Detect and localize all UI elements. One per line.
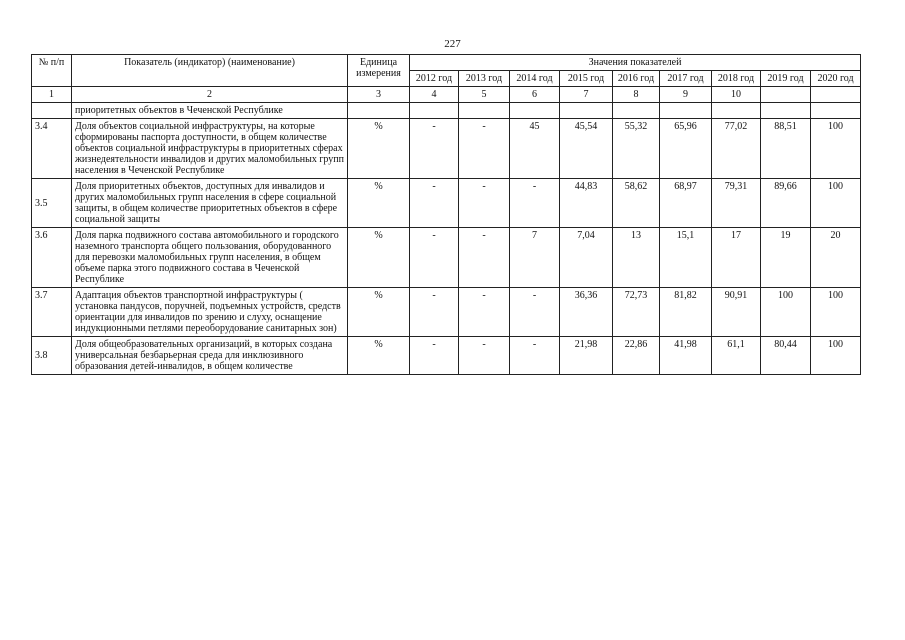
value-cell — [459, 103, 510, 119]
value-cell: 100 — [811, 337, 861, 375]
value-cell: - — [459, 288, 510, 337]
value-cell: 100 — [811, 119, 861, 179]
indicators-table — [31, 54, 861, 375]
header-year: 2012 год — [410, 71, 459, 87]
header-year: 2020 год — [811, 71, 861, 87]
value-cell: - — [410, 288, 459, 337]
value-cell: 55,32 — [613, 119, 660, 179]
value-cell: 41,98 — [660, 337, 712, 375]
header-values: Значения показателей — [410, 55, 861, 71]
table-row — [32, 119, 861, 179]
value-cell: 100 — [761, 288, 811, 337]
value-cell: 22,86 — [613, 337, 660, 375]
value-cell — [811, 103, 861, 119]
column-number: 8 — [613, 87, 660, 103]
value-cell: - — [410, 179, 459, 228]
row-no-cell — [32, 103, 72, 119]
value-cell: 7 — [510, 228, 560, 288]
row-number: 3.7 — [32, 288, 72, 337]
value-cell: - — [459, 337, 510, 375]
value-cell: 13 — [613, 228, 660, 288]
row-number: 3.4 — [32, 119, 72, 179]
value-cell: 58,62 — [613, 179, 660, 228]
value-cell: - — [410, 228, 459, 288]
header-year: 2014 год — [510, 71, 560, 87]
value-cell: 77,02 — [712, 119, 761, 179]
column-number: 4 — [410, 87, 459, 103]
unit-value: % — [348, 179, 410, 228]
header-no: № п/п — [32, 55, 72, 87]
value-cell: - — [459, 119, 510, 179]
value-cell — [560, 103, 613, 119]
column-number: 3 — [348, 87, 410, 103]
value-cell: 89,66 — [761, 179, 811, 228]
header-indicator: Показатель (индикатор) (наименование) — [72, 55, 348, 87]
unit-cell — [348, 103, 410, 119]
page-number: 227 — [444, 38, 461, 50]
value-cell: 45 — [510, 119, 560, 179]
table-row — [32, 337, 861, 375]
value-cell: 21,98 — [560, 337, 613, 375]
header-year: 2019 год — [761, 71, 811, 87]
unit-value: % — [348, 119, 410, 179]
indicator-name: Доля приоритетных объектов, доступных для инвалидов и других маломобильных групп населения в сфере социальной защиты, в общем количестве приоритетных объектов в сфере социальной защиты — [72, 179, 348, 228]
value-cell: 45,54 — [560, 119, 613, 179]
value-cell: - — [459, 179, 510, 228]
indicator-name: Доля объектов социальной инфраструктуры, на которые сформированы паспорта доступности, в общем количестве объектов социальной инфраструктуры в приоритетных сферах жизнедеятельности инвалидов и других маломобильных групп населения в Чеченской Республике — [72, 119, 348, 179]
value-cell: - — [410, 119, 459, 179]
value-cell: 81,82 — [660, 288, 712, 337]
row-number: 3.5 — [32, 179, 72, 228]
column-number: 9 — [660, 87, 712, 103]
value-cell: 100 — [811, 179, 861, 228]
value-cell: - — [510, 179, 560, 228]
value-cell: 88,51 — [761, 119, 811, 179]
column-number: 6 — [510, 87, 560, 103]
table-row — [32, 288, 861, 337]
continuation-text: приоритетных объектов в Чеченской Республике — [72, 103, 348, 119]
value-cell — [410, 103, 459, 119]
table-row — [32, 179, 861, 228]
indicator-name: Доля парка подвижного состава автомобильного и городского наземного транспорта общего пользования, оборудованного для перевозки маломобильных групп населения, в общем объеме парка этого подвижного состава в Чеченской Республике — [72, 228, 348, 288]
unit-value: % — [348, 288, 410, 337]
value-cell: 44,83 — [560, 179, 613, 228]
indicator-name: Доля общеобразовательных организаций, в которых создана универсальная безбарьерная среда для инклюзивного образования детей-инвалидов, в общем количестве — [72, 337, 348, 375]
value-cell — [761, 103, 811, 119]
column-number-row — [32, 87, 861, 103]
header-year: 2017 год — [660, 71, 712, 87]
value-cell: 19 — [761, 228, 811, 288]
table-row — [32, 228, 861, 288]
value-cell: 100 — [811, 288, 861, 337]
row-number: 3.6 — [32, 228, 72, 288]
header-year: 2016 год — [613, 71, 660, 87]
indicator-name: Адаптация объектов транспортной инфраструктуры ( установка пандусов, поручней, подъемных устройств, средств ориентации для инвалидов по зрению и слуху, оснащение индукционными петлями переоборудование санитарных зон) — [72, 288, 348, 337]
unit-value: % — [348, 228, 410, 288]
value-cell: 15,1 — [660, 228, 712, 288]
value-cell: 80,44 — [761, 337, 811, 375]
column-number: 10 — [712, 87, 761, 103]
value-cell: 17 — [712, 228, 761, 288]
header-row-1 — [32, 55, 861, 71]
value-cell — [613, 103, 660, 119]
column-number: 7 — [560, 87, 613, 103]
value-cell: 72,73 — [613, 288, 660, 337]
column-number — [761, 87, 811, 103]
value-cell: 79,31 — [712, 179, 761, 228]
value-cell — [712, 103, 761, 119]
value-cell: 68,97 — [660, 179, 712, 228]
header-unit: Единица измерения — [348, 55, 410, 87]
value-cell: 65,96 — [660, 119, 712, 179]
value-cell: - — [410, 337, 459, 375]
value-cell: 61,1 — [712, 337, 761, 375]
value-cell: - — [510, 337, 560, 375]
header-year: 2015 год — [560, 71, 613, 87]
value-cell: - — [459, 228, 510, 288]
column-number: 2 — [72, 87, 348, 103]
value-cell: 7,04 — [560, 228, 613, 288]
row-number: 3.8 — [32, 337, 72, 375]
header-year: 2013 год — [459, 71, 510, 87]
value-cell: - — [510, 288, 560, 337]
column-number: 5 — [459, 87, 510, 103]
value-cell: 90,91 — [712, 288, 761, 337]
value-cell — [510, 103, 560, 119]
value-cell — [660, 103, 712, 119]
value-cell: 20 — [811, 228, 861, 288]
header-year: 2018 год — [712, 71, 761, 87]
value-cell: 36,36 — [560, 288, 613, 337]
unit-value: % — [348, 337, 410, 375]
continuation-row — [32, 103, 861, 119]
column-number: 1 — [32, 87, 72, 103]
column-number — [811, 87, 861, 103]
